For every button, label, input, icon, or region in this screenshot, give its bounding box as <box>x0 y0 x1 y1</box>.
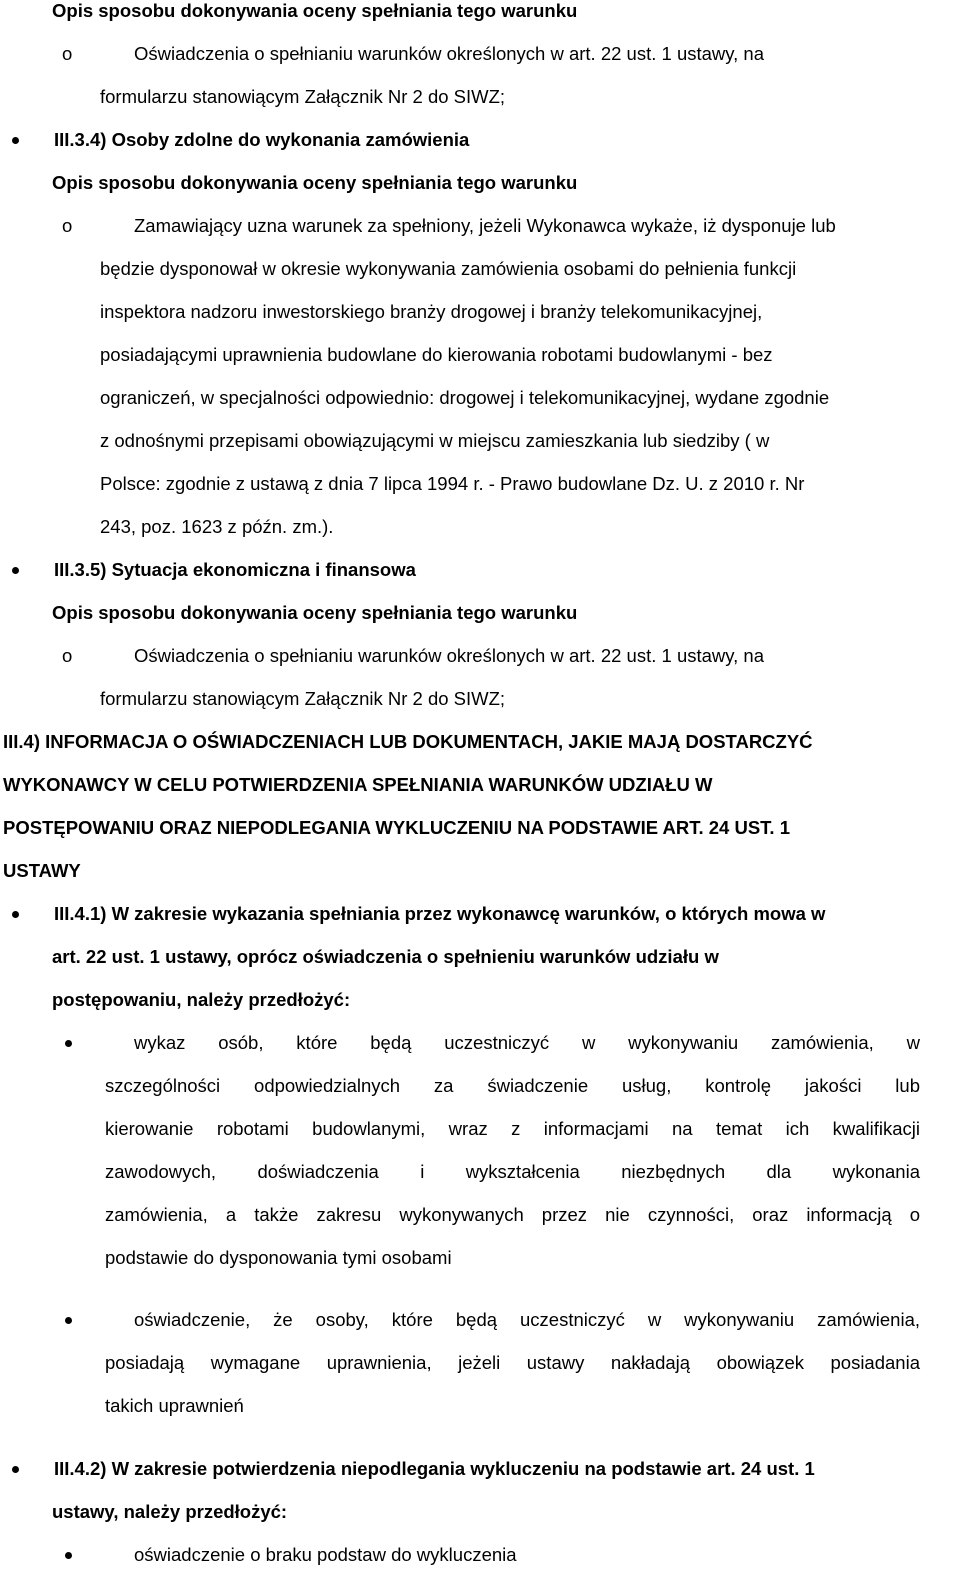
list-item-line: szczególności odpowiedzialnych za świadczenie usług, kontrolę jakości lub <box>105 1075 920 1096</box>
bullet-icon <box>12 137 19 144</box>
list-item-line: Zamawiający uzna warunek za spełniony, jeżeli Wykonawca wykaże, iż dysponuje lub <box>134 215 836 236</box>
section-heading: art. 22 ust. 1 ustawy, oprócz oświadczenia o spełnieniu warunków udziału w <box>52 946 719 967</box>
opis-header: Opis sposobu dokonywania oceny spełniania tego warunku <box>52 602 578 623</box>
bullet-icon <box>65 1040 72 1047</box>
list-item-line: Polsce: zgodnie z ustawą z dnia 7 lipca 1994 r. - Prawo budowlane Dz. U. z 2010 r. Nr <box>100 473 805 494</box>
section-heading: III.4) INFORMACJA O OŚWIADCZENIACH LUB DOKUMENTACH, JAKIE MAJĄ DOSTARCZYĆ <box>3 731 813 752</box>
section-heading: POSTĘPOWANIU ORAZ NIEPODLEGANIA WYKLUCZENIU NA PODSTAWIE ART. 24 UST. 1 <box>3 817 790 838</box>
list-item-line: oświadczenie, że osoby, które będą uczestniczyć w wykonywaniu zamówienia, <box>134 1309 920 1330</box>
list-item-line: oświadczenie o braku podstaw do wykluczenia <box>134 1544 517 1565</box>
list-item-line: posiadają wymagane uprawnienia, jeżeli ustawy nakładają obowiązek posiadania <box>105 1352 920 1373</box>
list-item-line: ograniczeń, w specjalności odpowiednio: drogowej i telekomunikacyjnej, wydane zgodnie <box>100 387 830 408</box>
sub-bullet-icon: o <box>62 43 73 64</box>
list-item-line: posiadającymi uprawnienia budowlane do kierowania robotami budowlanymi - bez <box>100 344 773 365</box>
section-heading: postępowaniu, należy przedłożyć: <box>52 989 351 1010</box>
list-item-line: wykaz osób, które będą uczestniczyć w wykonywaniu zamówienia, w <box>134 1032 920 1053</box>
list-item-line: będzie dysponował w okresie wykonywania zamówienia osobami do pełnienia funkcji <box>100 258 797 279</box>
list-item-line: formularzu stanowiącym Załącznik Nr 2 do SIWZ; <box>100 86 506 107</box>
sub-bullet-icon: o <box>62 645 73 666</box>
list-item-line: 243, poz. 1623 z późn. zm.). <box>100 516 334 537</box>
sub-bullet-icon: o <box>62 215 73 236</box>
list-item-line: Oświadczenia o spełnianiu warunków określonych w art. 22 ust. 1 ustawy, na <box>134 645 765 666</box>
bullet-icon <box>12 1466 19 1473</box>
opis-header: Opis sposobu dokonywania oceny spełniania tego warunku <box>52 172 578 193</box>
section-heading: III.4.2) W zakresie potwierdzenia niepodlegania wykluczeniu na podstawie art. 24 ust. 1 <box>54 1458 815 1479</box>
opis-header: Opis sposobu dokonywania oceny spełniania tego warunku <box>52 0 578 21</box>
list-item-line: formularzu stanowiącym Załącznik Nr 2 do SIWZ; <box>100 688 506 709</box>
section-heading: WYKONAWCY W CELU POTWIERDZENIA SPEŁNIANIA WARUNKÓW UDZIAŁU W <box>3 774 713 795</box>
bullet-icon <box>65 1317 72 1324</box>
list-item-line: zamówienia, a także zakresu wykonywanych przez nie czynności, oraz informacją o <box>105 1204 920 1225</box>
section-heading: USTAWY <box>3 860 81 881</box>
list-item-line: takich uprawnień <box>105 1395 244 1416</box>
list-item-line: inspektora nadzoru inwestorskiego branży drogowej i branży telekomunikacyjnej, <box>100 301 763 322</box>
section-heading: III.4.1) W zakresie wykazania spełniania przez wykonawcę warunków, o których mowa w <box>54 903 826 924</box>
bullet-icon <box>12 567 19 574</box>
section-heading: III.3.4) Osoby zdolne do wykonania zamówienia <box>54 129 470 150</box>
list-item-line: Oświadczenia o spełnianiu warunków określonych w art. 22 ust. 1 ustawy, na <box>134 43 765 64</box>
list-item-line: z odnośnymi przepisami obowiązującymi w miejscu zamieszkania lub siedziby ( w <box>100 430 770 451</box>
bullet-icon <box>65 1552 72 1559</box>
section-heading: III.3.5) Sytuacja ekonomiczna i finansowa <box>54 559 416 580</box>
bullet-icon <box>12 911 19 918</box>
list-item-line: podstawie do dysponowania tymi osobami <box>105 1247 452 1268</box>
list-item-line: kierowanie robotami budowlanymi, wraz z informacjami na temat ich kwalifikacji <box>105 1118 920 1139</box>
list-item-line: zawodowych, doświadczenia i wykształcenia niezbędnych dla wykonania <box>105 1161 920 1182</box>
section-heading: ustawy, należy przedłożyć: <box>52 1501 288 1522</box>
